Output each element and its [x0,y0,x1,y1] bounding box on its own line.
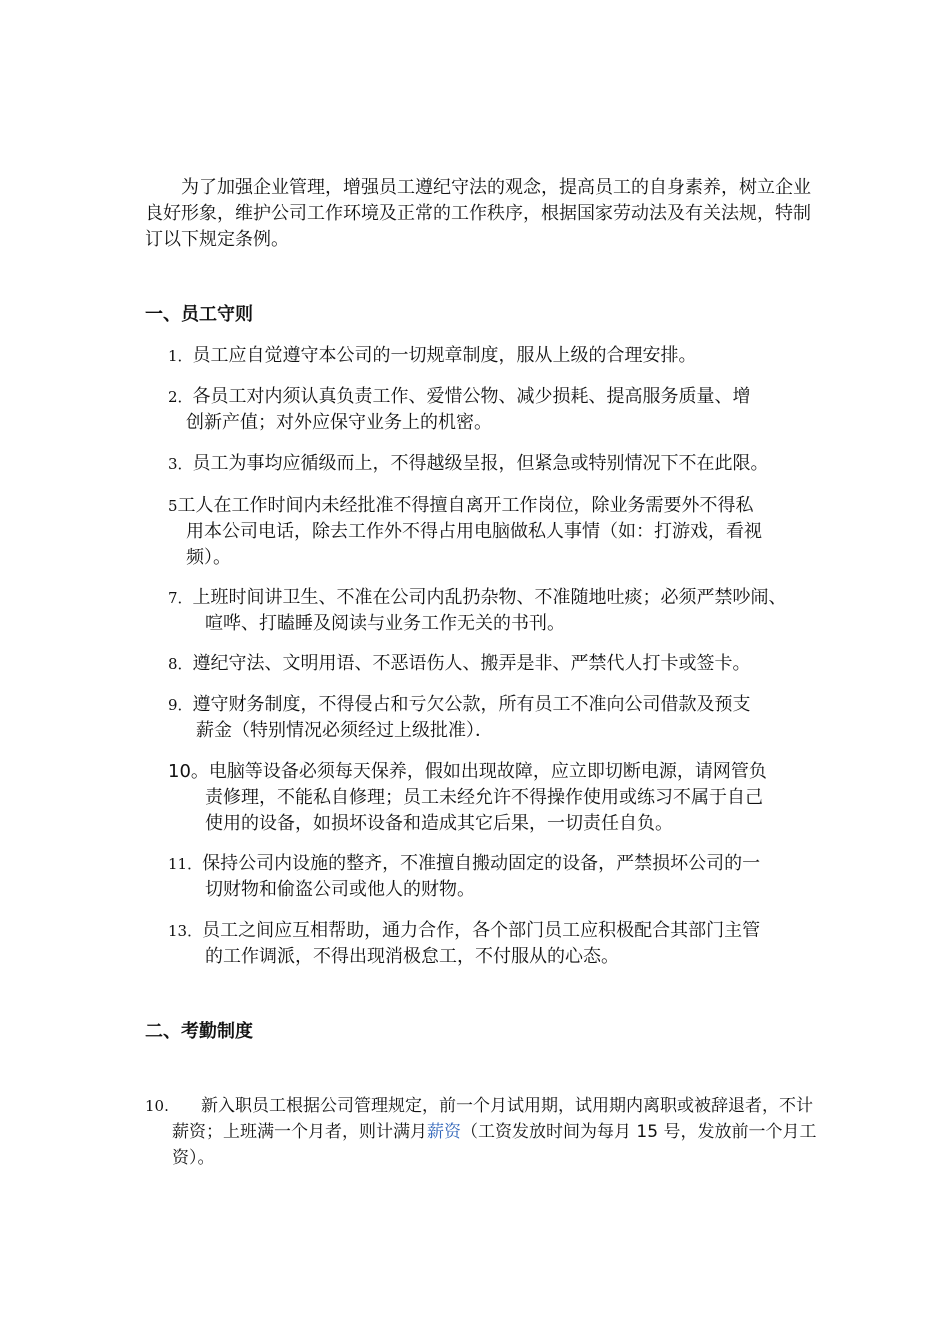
item-text: 责修理，不能私自修理；员工未经允许不得操作使用或练习不属于自己 [205,787,763,808]
list-item [168,384,751,410]
section-title-employee-rules: 一、员工守则 [145,304,253,325]
item-number: 10. [145,1097,169,1115]
item-number: 11． [168,855,203,873]
list-item [168,585,787,611]
list-item [145,1093,813,1119]
item-number: 3． [168,455,193,473]
list-item-continued [172,1119,816,1145]
item-text: 工人在工作时间内未经批准不得擅自离开工作岗位，除业务需要外不得私 [177,495,754,516]
item-number: 5 [168,497,178,515]
section-title-attendance: 二、考勤制度 [145,1021,253,1042]
intro-paragraph: 为了加强企业管理，增强员工遵纪守法的观念，提高员工的自身素养，树立企业良好形象，维护公司工作环境及正常的工作秩序，根据国家劳动法及有关法规，特制订以下规定条例。 [145,177,811,250]
list-item-continued [186,545,231,571]
item-number: 8． [168,655,193,673]
list-item-continued [196,718,493,744]
item-text: 电脑等设备必须每天保养，假如出现故障，应立即切断电源，请网管负 [208,761,767,782]
list-item-continued [205,811,673,837]
list-item [168,851,760,877]
item-number: 1． [168,347,193,365]
item-text: 上班时间讲卫生、不准在公司内乱扔杂物、不准随地吐痰；必须严禁吵闹、 [192,587,787,608]
list-item-continued [186,519,762,545]
item-number: 2． [168,388,193,406]
item-text: （工资发放时间为每月 15 号，发放前一个月工 [461,1122,817,1142]
salary-link[interactable]: 薪资 [427,1122,461,1142]
list-item-continued [205,611,565,637]
list-item [168,918,760,944]
item-text: 薪金（特别情况必须经过上级批准）． [196,720,493,741]
item-text: 员工之间应互相帮助，通力合作，各个部门员工应积极配合其部门主管 [202,920,761,941]
item-number: 13． [168,922,203,940]
item-text: 遵守财务制度，不得侵占和亏欠公款，所有员工不准向公司借款及预支 [192,694,751,715]
list-item-continued [205,877,475,903]
item-text: 各员工对内须认真负责工作、爱惜公物、减少损耗、提高服务质量、增 [192,386,751,407]
item-text: 保持公司内设施的整齐，不准擅自搬动固定的设备，严禁损坏公司的一 [202,853,761,874]
list-item-continued [205,785,763,811]
item-number: 10。 [168,761,209,782]
item-text: 喧哗、打瞌睡及阅读与业务工作无关的书刊。 [205,613,565,634]
list-item [168,493,754,519]
item-text: 使用的设备，如损坏设备和造成其它后果，一切责任自负。 [205,813,673,834]
item-text: 资）。 [172,1148,215,1168]
item-text: 员工为事均应循级而上，不得越级呈报，但紧急或特别情况下不在此限。 [192,453,769,474]
item-number: 9． [168,696,193,714]
item-text: 薪资；上班满一个月者，则计满月 [172,1122,427,1142]
item-text: 新入职员工根据公司管理规定，前一个月试用期，试用期内离职或被辞退者，不计 [201,1096,813,1116]
list-item-continued [205,944,619,970]
list-item [168,451,769,477]
item-text: 遵纪守法、文明用语、不恶语伤人、搬弄是非、严禁代人打卡或签卡。 [192,653,751,674]
item-text: 频）。 [186,547,231,568]
list-item [168,343,697,369]
list-item [168,759,767,785]
list-item [168,651,751,677]
item-number: 7． [168,589,193,607]
item-text: 的工作调派，不得出现消极怠工，不付服从的心态。 [205,946,619,967]
list-item-continued [186,410,492,436]
item-text: 员工应自觉遵守本公司的一切规章制度，服从上级的合理安排。 [192,345,697,366]
item-text: 用本公司电话，除去工作外不得占用电脑做私人事情（如：打游戏，看视 [186,521,762,542]
list-item-continued [172,1145,215,1171]
item-text: 切财物和偷盗公司或他人的财物。 [205,879,475,900]
item-text: 创新产值；对外应保守业务上的机密。 [186,412,492,433]
list-item [168,692,751,718]
